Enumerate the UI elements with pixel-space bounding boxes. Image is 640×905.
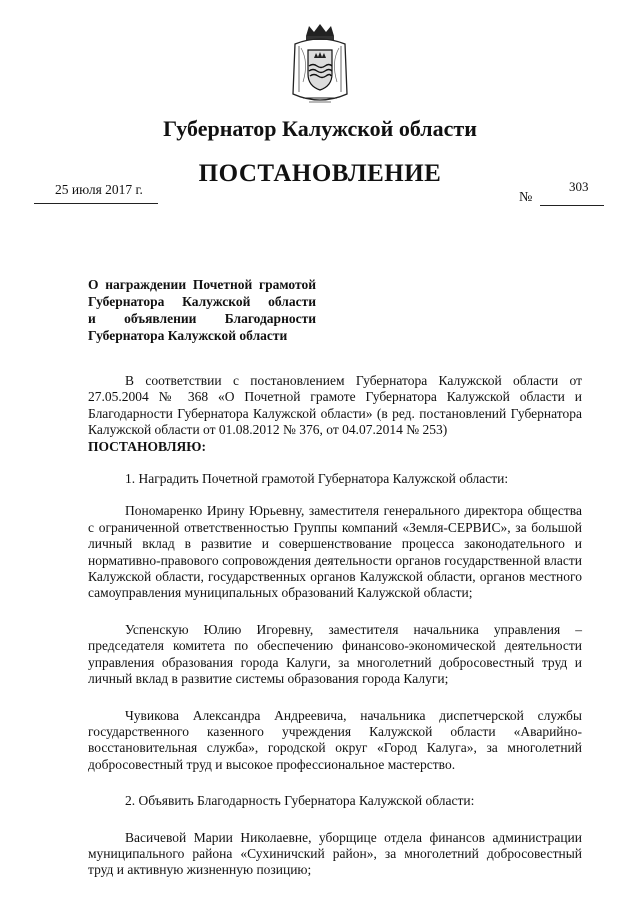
- preamble-paragraph: [88, 373, 582, 455]
- award-entry: Успенскую Юлию Игоревну, заместителя начальника управления – председателя комитета по обеспечению финансово-экономической деятельности управления образования города Калуги, за многолетний добросовестный труд и личный вклад в развитие системы образования города Калуги;: [88, 621, 582, 687]
- award-entry: Чувикова Александра Андреевича, начальника диспетчерской службы государственного казенного учреждения Калужской области «Аварийно-восстановительная служба», городской округ «Город Калуга», за многолетний добросовестный труд и высокое профессиональное мастерство.: [88, 707, 582, 772]
- number-underline: [540, 205, 604, 206]
- item1-heading: 1. Наградить Почетной грамотой Губернатора Калужской области:: [125, 471, 509, 487]
- document-number: 303: [569, 179, 589, 194]
- subject-line: О награждении Почетной грамотой: [88, 277, 316, 292]
- award-entry: Пономаренко Ирину Юрьевну, заместителя генерального директора общества с ограниченной ответственностью Группы компаний «Земля-СЕРВИС», за большой личный вклад в развитие и совершенствование процесса законодательного и нормативно-правового сопровождения деятельности органов государственной власти Калужской области, государственных органов Калужской области, органов местного самоуправления муниципальных образований Калужской области;: [88, 503, 582, 601]
- document-date: 25 июля 2017 г.: [55, 182, 143, 197]
- subject-line: и объявлении Благодарности: [88, 311, 316, 326]
- gratitude-entry: Васичевой Марии Николаевне, уборщице отдела финансов администрации муниципального района «Сухиничский район», за многолетний добросовестный труд и активную жизненную позицию;: [88, 829, 582, 878]
- number-sign: №: [519, 190, 533, 205]
- subject-line: Губернатора Калужской области: [88, 294, 316, 309]
- document-type-heading: ПОСТАНОВЛЕНИЕ: [198, 160, 442, 187]
- preamble-text: В соответствии с постановлением Губернатора Калужской области от 27.05.2004 № 368 «О Почетной грамоте Губернатора Калужской области и Благодарности Губернатора Калужской области» (в ред. постановлений Губернатора Калужской области от 01.08.2012 № 376, от 04.07.2014 № 253): [88, 373, 582, 438]
- item2-heading: 2. Объявить Благодарность Губернатора Калужской области:: [125, 793, 475, 809]
- document-body: [88, 373, 582, 879]
- coat-of-arms-emblem: [289, 22, 351, 108]
- decree-word: ПОСТАНОВЛЯЮ:: [88, 438, 206, 454]
- subject-line: Губернатора Калужской области: [88, 328, 288, 343]
- governor-title: Губернатор Калужской области: [163, 116, 477, 141]
- date-underline: [34, 203, 158, 204]
- document-subject: [88, 276, 316, 344]
